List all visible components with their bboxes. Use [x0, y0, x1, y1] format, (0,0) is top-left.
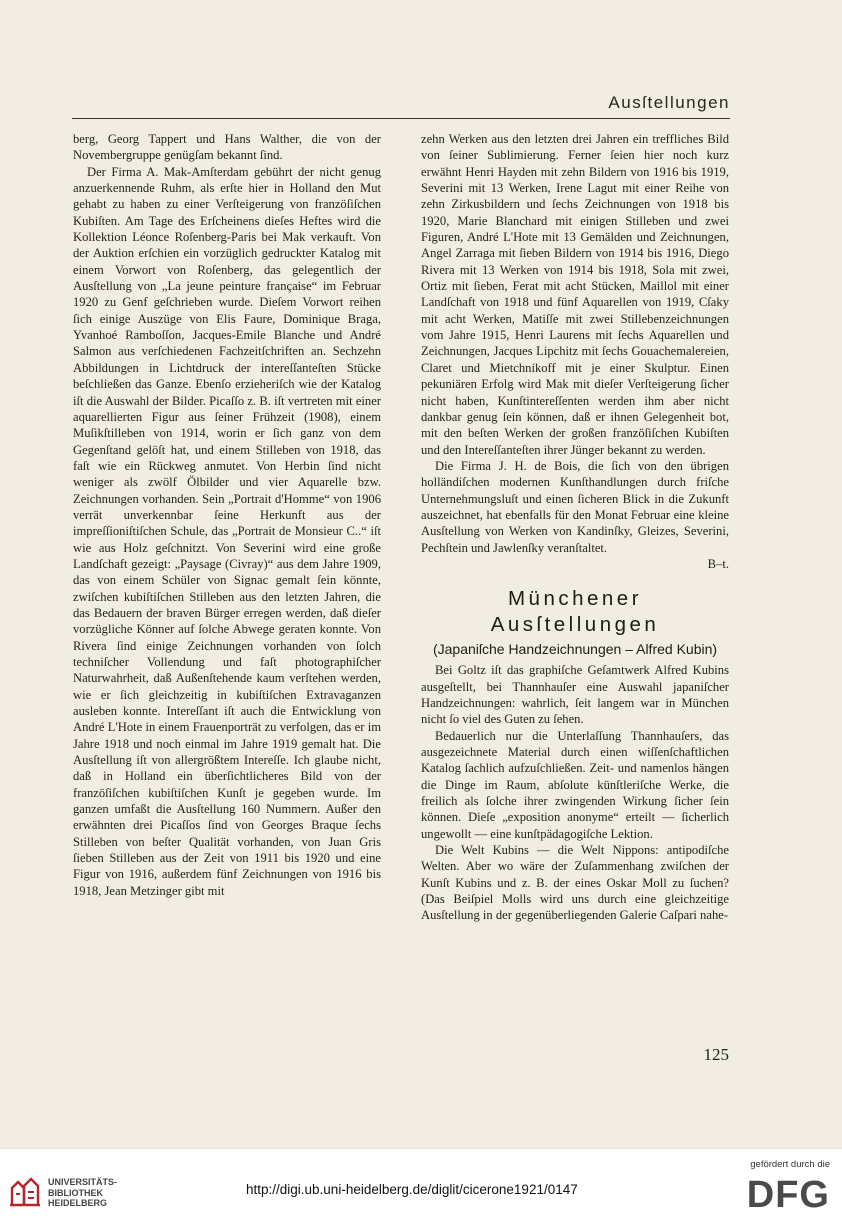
paragraph: Der Firma A. Mak-Amſterdam gebührt der nicht genug anzuerkennende Ruhm, als erſte hier in Holland den Mut gehabt zu haben zu einer Verſteigerung von franzöſiſchen Kubiſten. Am Tage des Erſcheinens dieſes Heftes wird die Kollektion Léonce Roſenberg-Paris bei Mak verkauft. Von der Auktion erſchien ein vorzüglich gedruckter Katalog mit einem Vorwort von Roſenberg, das gelegentlich der Ausſtellung von „La jeune peinture française“ im Februar 1920 zu Genf geſchrieben wurde. Dieſem Vorwort reihen ſich einige Auszüge von Elis Faure, Dominique Braga, Yvanhoé Ramboſſon, Jacques-Emile Blanche und André Salmon aus verſchiedenen Fachzeitſchriften an. Sechzehn Abbildungen in Lichtdruck der intereſſanteſten Stücke beſchließen das Ganze. Ebenſo erzieheriſch wie der Katalog iſt die Auswahl der Bilder. Picaſſo z. B. iſt vertreten mit einer aquarellierten Figur aus ſeiner Frühzeit (1908), einem Muſikſtilleben von 1914, worin er ſich ganz von dem Gegenſtand gelöſt hat, und einem Stilleben von 1918, das faſt wie ein Rückweg anmutet. Von Herbin ſind nicht weniger als zwölf Ölbilder und vier Aquarelle bzw. Zeichnungen vorhanden. Sein „Portrait d'Homme“ von 1906 verrät unverkennbar ſeine Herkunft aus der impreſſioniſtiſchen Schule, das „Portrait de Monsieur C..“ iſt wie aus Holz geſchnitzt. Von Severini wird eine große Landſchaft gezeigt: „Paysage (Civray)“ aus dem Jahre 1909, das von einem Schüler von Signac gemalt ſein könnte, zwiſchen kubiſtiſchen Stilleben aus den letzten Jahren, die das Bedauern der braven Bürger erregen werden, daß dieſer vorzügliche Könner auf ſolche Abwege geraten konnte. Von Rivera ſind einige Zeichnungen vorhanden von ſolch techniſcher Vollendung und faſt photographiſcher Naturwahrheit, daß Außenſtehende kaum verſtehen werden, wie er ſich gleichzeitig in kubiſtiſchen Extravaganzen ausleben konnte. Intereſſant iſt auch die Entwicklung von André L'Hote in einem Frauenporträt zu verfolgen, das er im Jahre 1918 und noch einmal im Jahre 1919 gemalt hat. Die Ausſtellung iſt von allergrößtem Intereſſe. Ich glaube nicht, daß in Holland ein überſichtlicheres Bild von der franzöſiſchen kubiſtiſchen Kunſt je gegeben wurde. Im ganzen umfaßt die Ausſtellung 160 Nummern. Außer den erwähnten drei Picaſſos ſind von Georges Braque ſechs Stilleben von beſter Qualität vorhanden, von Juan Gris ſieben Stilleben aus der Zeit von 1911 bis 1920 und eine Figur von 1916, außerdem fünf Zeichnungen von 1916 bis 1918, Jean Metzinger gibt mit — [73, 164, 381, 898]
dfg-logo: DFG — [746, 1174, 830, 1216]
library-name-line: HEIDELBERG — [48, 1198, 108, 1208]
right-column — [421, 131, 729, 924]
header-rule — [72, 118, 730, 119]
library-name — [48, 1177, 117, 1209]
paragraph: Bedauerlich nur die Unterlaſſung Thannhauſers, das ausgezeichnete Material durch einen wiſſenſchaftlichen Katalog ſachlich aufzuſchließen. Zeit- und namenlos hängen die Dinge im Raum, abſolute künſtleriſche Werke, die freilich als ſolche ihrer zwingenden Wirkung ſicher ſein können. Dieſe „exposition anonyme“ erteilt — ſicherlich ungewollt — eine kunſtpädagogiſche Lektion. — [421, 728, 729, 841]
source-url-link[interactable]: http://digi.ub.uni-heidelberg.de/diglit/cicerone1921/0147 — [246, 1182, 578, 1197]
paragraph: Die Firma J. H. de Bois, die ſich von den übrigen holländiſchen modernen Kunſthandlungen durch friſche Unternehmungsluſt und einen ſicheren Blick in die Zukunft auszeichnet, hat ebenfalls für den Monat Februar eine kleine Ausſtellung von Werken von Kandinſky, Gleizes, Severini, Pechſtein und Jawlenſky veranſtaltet. — [421, 458, 729, 555]
funded-by-label: gefördert durch die — [750, 1159, 830, 1170]
library-name-line: BIBLIOTHEK — [48, 1187, 103, 1198]
library-name-line: UNIVERSITÄTS- — [48, 1177, 118, 1187]
author-signature: B–t. — [707, 556, 729, 571]
section-title: Münchener Ausſtellungen — [490, 587, 660, 637]
paragraph: Die Welt Kubins — die Welt Nippons: antipodiſche Welten. Aber wo wäre der Zuſammenhang zwiſchen der Kunſt Kubins und z. B. der eines Oskar Moll zu ſuchen? (Das Beiſpiel Molls wird uns durch eine gleichzeitige Ausſtellung in der gegenüberliegenden Galerie Caſpari nahe- — [421, 843, 729, 923]
paragraph: zehn Werken aus den letzten drei Jahren ein treffliches Bild von ſeiner Sublimierung. Ferner ſeien hier noch kurz erwähnt Henri Hayden mit zehn Bildern von 1916 bis 1919, Severini mit 13 Werken, Irene Lagut mit einer Reihe von zehn Zirkusbildern und ſechs Zeichnungen von 1918 bis 1920, Marie Blanchard mit einigen Stilleben und zwei Figuren, André L'Hote mit 13 Gemälden und Zeichnungen, Angel Zarraga mit ſieben Bildern von 1914 bis 1916, Diego Rivera mit 13 Werken von 1914 bis 1918, Sola mit zwei, Ortiz mit ſieben, Ferat mit acht Stücken, Maillol mit einer Landſchaft von 1918 und fünf Aquarellen von 1919, Cſaky mit acht Werken, Matiſſe mit zwei Stillebenzeichnungen vom Jahre 1915, Henri Laurens mit ſechs Aquarellen und Zeichnungen, Jacques Lipchitz mit ſechs Gouachemalereien, Claret und Mietchnikoff mit je einer Skulptur. Einen pekuniären Erfolg wird Mak mit dieſer Verſteigerung ſicher nicht haben, Kunſtintereſſenten werden ihm aber nicht dankbar genug ſein können, daß er ihnen Gelegenheit bot, mit den beſten Werken der großen franzöſiſchen Kubiſten und den Intereſſanteſten ihrer Jünger bekannt zu werden. — [421, 132, 729, 457]
section-subtitle: (Japaniſche Handzeichnungen – Alfred Kubin) — [432, 641, 718, 658]
footer-bar — [0, 1148, 842, 1228]
paragraph: Bei Goltz iſt das graphiſche Geſamtwerk Alfred Kubins ausgeſtellt, bei Thannhauſer eine Auswahl japaniſcher Handzeichnungen: wahrlich, ſeit langem war in München nicht ſo viel des Guten zu ſehen. — [421, 663, 729, 727]
paragraph: berg, Georg Tappert und Hans Walther, die von der Novembergruppe genügſam bekannt ſind. — [73, 132, 381, 163]
page-number: 125 — [703, 1045, 729, 1064]
university-library-logo-icon — [8, 1176, 42, 1208]
left-column — [73, 131, 381, 899]
running-head: Ausſtellungen — [608, 93, 730, 112]
